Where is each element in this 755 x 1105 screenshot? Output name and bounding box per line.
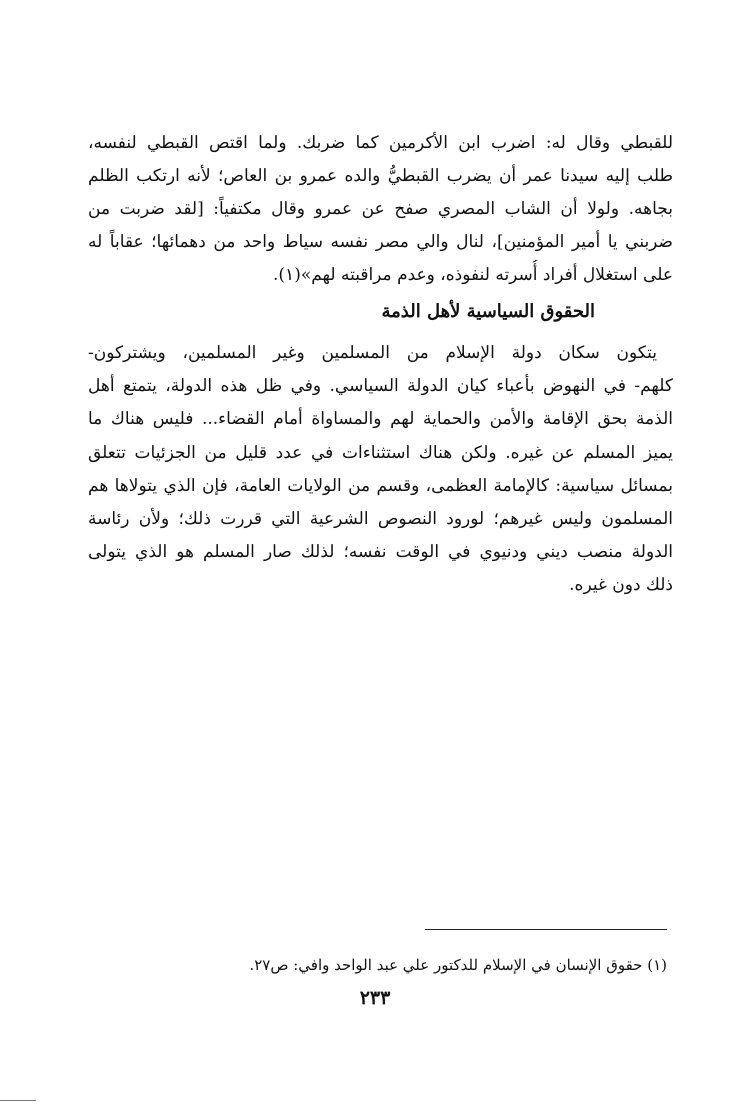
text-line: ضربني يا أمير المؤمنين]، لنال والي مصر نفسه سياط واحد من دهمائها؛ عقاباً له — [88, 232, 673, 252]
text-line: ذلك دون غيره. — [569, 575, 673, 595]
text-line: على استغلال أفراد أُسرته لنفوذه، وعدم مراقبته لهم»(١). — [273, 265, 673, 285]
footnote-divider — [425, 929, 667, 930]
text-line: للقبطي وقال له: اضرب ابن الأكرمين كما ضربك. ولما اقتص القبطي لنفسه، — [88, 133, 673, 153]
text-line: بمسائل سياسية: كالإمامة العظمى، وقسم من الولايات العامة، فإن الذي يتولاها هم — [88, 476, 673, 496]
text-line: الدولة منصب ديني ودنيوي في الوقت نفسه؛ لذلك صار المسلم هو الذي يتولى — [88, 542, 673, 562]
text-line: كلهم- في النهوض بأعباء كيان الدولة السياسي. وفي ظل هذه الدولة، يتمتع أهل — [88, 376, 673, 396]
text-line: المسلمون وليس غيرهم؛ لورود النصوص الشرعية التي قررت ذلك؛ ولأن رئاسة — [88, 509, 673, 529]
text-line: يتكون سكان دولة الإسلام من المسلمين وغير المسلمين، ويشتركون- — [88, 343, 657, 363]
text-line: طلب إليه سيدنا عمر أن يضرب القبطيُّ والده عمرو بن العاص؛ لأنه ارتكب الظلم — [88, 166, 673, 186]
text-line: الذمة بحق الإقامة والأمن والحماية لهم والمساواة أمام القضاء... فليس هناك ما — [88, 409, 673, 429]
text-line: بجاهه. ولولا أن الشاب المصري صفح عن عمرو وقال مكتفياً: [لقد ضربت من — [88, 199, 673, 219]
scan-edge-mark — [0, 1100, 36, 1101]
text-line: يميز المسلم عن غيره. ولكن هناك استثناءات في عدد قليل من الجزئيات تتعلق — [88, 443, 673, 463]
section-heading: الحقوق السياسية لأهل الذمة — [381, 301, 595, 322]
page-number: ٢٣٣ — [359, 987, 391, 1009]
footnote: (١) حقوق الإنسان في الإسلام للدكتور علي عبد الواحد وافي: ص٢٧. — [249, 956, 667, 974]
